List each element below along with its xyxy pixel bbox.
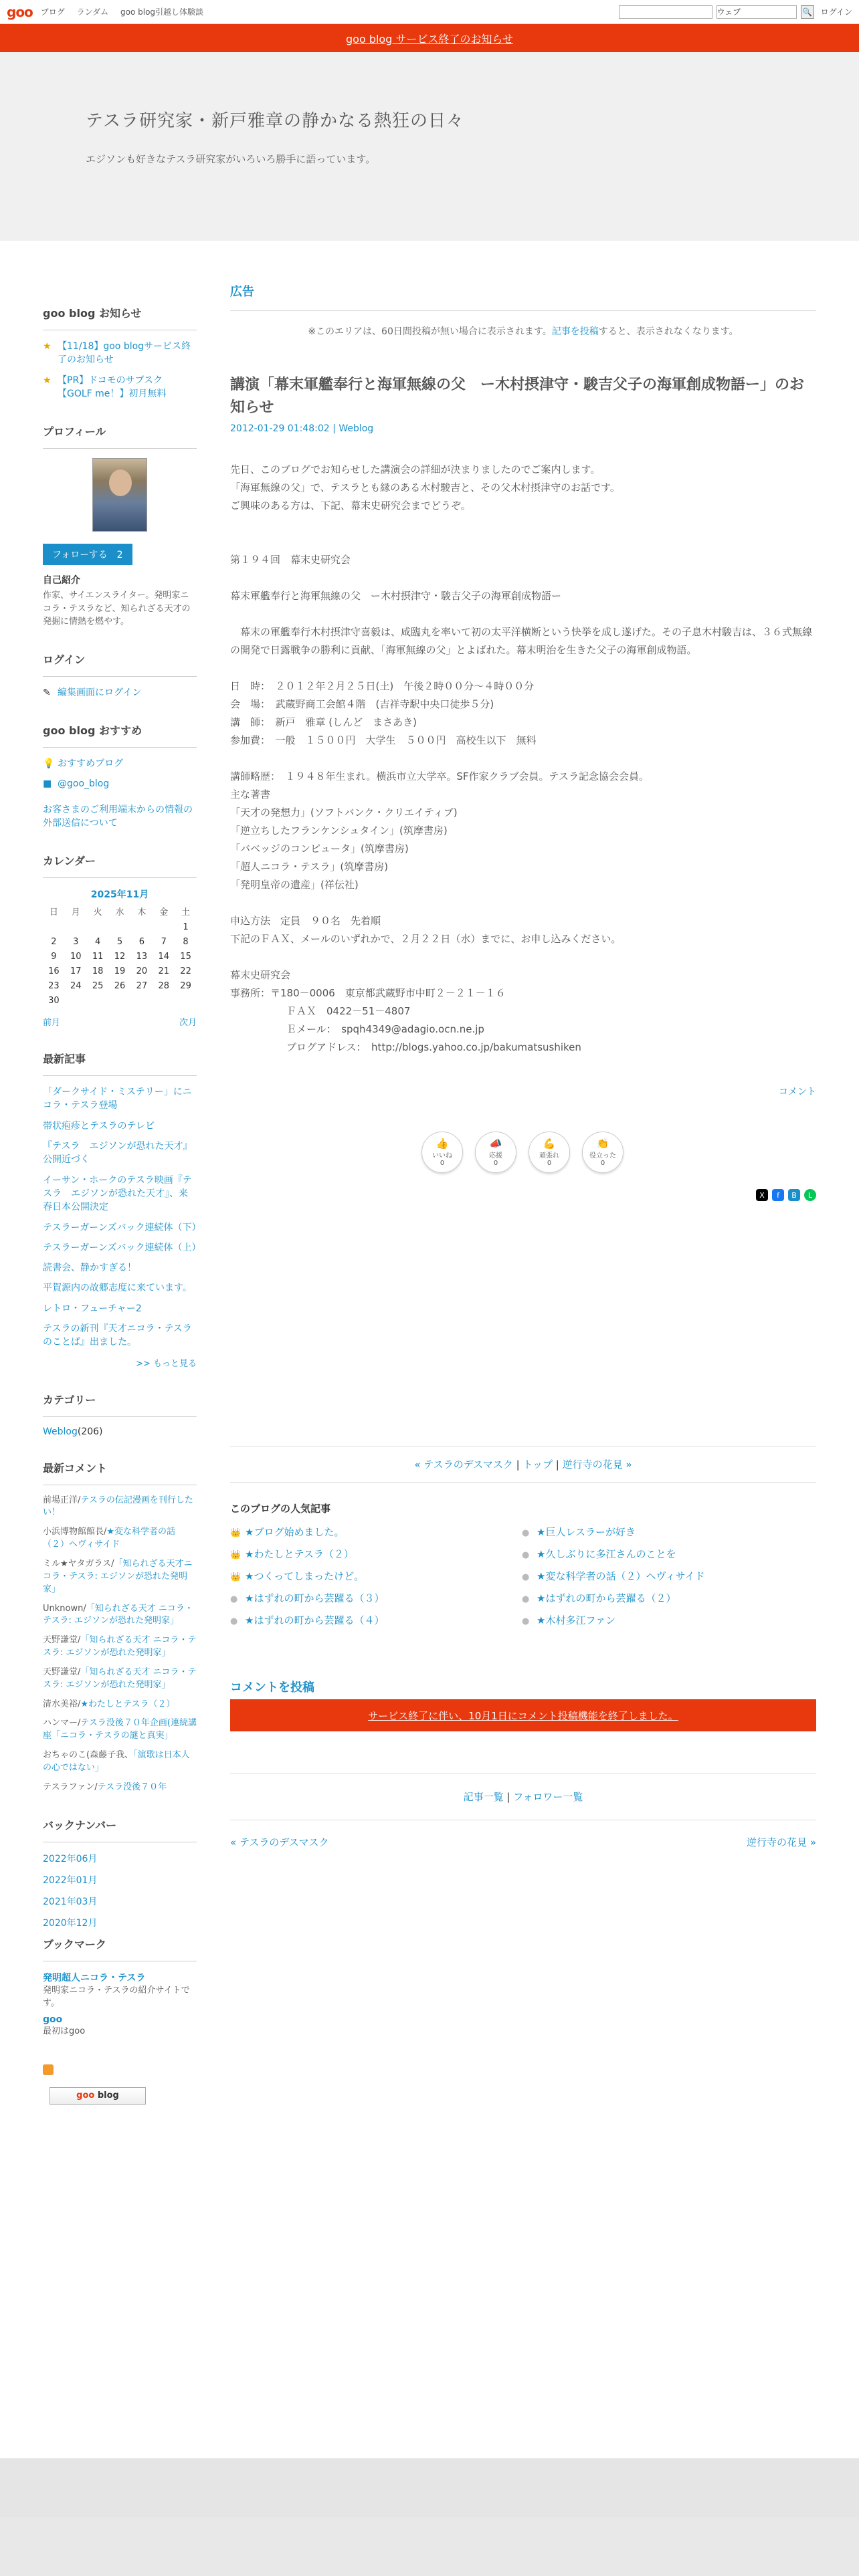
post-paragraph: 「天才の発想力」(ソフトバンク・クリエイティブ) [230,807,458,819]
follow-button[interactable]: フォローする 2 [43,544,132,565]
sidebar [43,305,201,2127]
ad-note: ※このエリアは、60日間投稿が無い場合に表示されます。記事を投稿すると、表示されなくなります。 [308,326,739,337]
comment-author: 天野謙堂/ [43,1635,81,1646]
calendar-weekday: 月 [71,907,80,918]
bookmark-heading: ブックマーク [43,1936,197,1961]
post-paragraph: 幕末軍艦奉行と海軍無線の父 ー木村摂津守・駿吉父子の海軍創成物語ー [230,590,562,603]
calendar-weekday: 水 [115,907,124,918]
news-item[interactable]: 【11/18】goo blogサービス終了のお知らせ [58,341,191,366]
post-paragraph: ご興味のある方は、下記、幕末史研究会までどうぞ。 [230,500,471,512]
calendar-day [153,996,175,1006]
comment-list [43,1495,197,1794]
profile-section [43,423,197,629]
post-paragraph: 主な著書 [230,788,271,801]
post-paragraph: 幕末の軍艦奉行木村摂津守喜毅は、咸臨丸を率いて初の太平洋横断という快挙を成し遂げた。その子息木村駿吉は、３６式無線の開発で日露戦争の勝利に貢献、「海軍無線の父」とよばれた。幕末明治を生きた父子の海軍創成物語。 [230,626,813,657]
recommend-blog-link[interactable]: おすすめブログ [58,758,124,769]
post-paragraph: 「逆立ちしたフランケンシュタイン」(筑摩書房) [230,825,448,837]
bookmark-desc: 最初はgoo [43,2026,86,2036]
comments-section [43,1460,197,1794]
post-paragraph [230,515,816,533]
calendar-day: 29 [180,981,191,992]
edit-login-link[interactable]: 編集画面にログイン [58,687,142,698]
footer [0,2458,859,2517]
goo-logo[interactable]: goo [7,3,33,20]
rank-dot-icon: ● [230,1594,238,1605]
calendar-day [87,996,109,1006]
lightbulb-icon: 💡 [43,758,55,769]
post-paragraph: 申込方法 定員 ９０名 先着順 [230,915,381,928]
popular-article[interactable]: ● ★はずれの町から芸躍る（４） [230,1614,385,1627]
recent-section [43,1051,201,1369]
x-share-icon[interactable]: X [756,1189,768,1201]
comment-item [43,1667,197,1692]
comment-article-link[interactable]: 「知られざる天才ニコラ・テスラ: エジソンが恐れた発明家」 [43,1559,193,1594]
comment-post-heading: コメントを投稿 [230,1681,314,1695]
popular-article[interactable]: 👑 ★つくってしまったけど。 [230,1570,365,1583]
comment-author: 前場正洋/ [43,1495,81,1505]
category-heading: カテゴリー [43,1392,197,1417]
post-paragraph [230,605,816,623]
popular-article[interactable]: ● ★変な科学者の話（２）ヘヴィサイド [522,1570,705,1583]
fist-icon: 💪 [543,1138,556,1150]
category-section [43,1392,197,1437]
top-link[interactable]: トップ [522,1459,553,1471]
calendar-day: 22 [180,966,191,977]
calendar-grid [43,905,197,1006]
external-info-link[interactable]: お客さまのご利用端末からの情報の外部送信について [43,804,193,829]
star-icon: ★ [43,374,52,386]
comment-item [43,1782,197,1794]
calendar-day: 23 [48,981,60,992]
calendar-day: 26 [114,981,126,992]
profile-label: 自己紹介 [43,575,80,586]
post-paragraph: 「発明皇帝の遺産」(祥伝社) [230,879,359,891]
calendar-day: 5 [116,937,123,948]
calendar-day: 30 [48,996,60,1006]
search-icon[interactable]: 🔍 [801,5,814,19]
prev-post-link[interactable]: « テスラのデスマスク [414,1459,513,1471]
backnumber-section [43,1817,197,1929]
rank-dot-icon: ● [230,1616,238,1627]
backnumber-heading: バックナンバー [43,1817,197,1842]
comment-article-link[interactable]: ★わたしとテスラ（２） [80,1699,175,1709]
comment-author: 清水美裕/ [43,1699,81,1709]
recent-article-link[interactable]: テスラの新刊『天才ニコラ・テスラのことば』出ました。 [43,1323,192,1348]
post-date[interactable]: 2012-01-29 01:48:02 [230,423,330,435]
comment-author: テスラファン/ [43,1782,98,1792]
post-paragraph: 幕末史研究会 [230,969,291,982]
comment-closed-link[interactable]: サービス終了に伴い、10月1日にコメント投稿機能を終了しました。 [368,1709,678,1722]
news-item[interactable]: 【PR】ドコモのサブスク【GOLF me！】初月無料 [58,374,167,399]
calendar-day: 14 [158,952,169,962]
popular-article[interactable]: ● ★はずれの町から芸躍る（２） [522,1592,676,1605]
backnumber-link[interactable]: 2022年01月 [43,1874,98,1886]
calendar-day [153,922,175,932]
top-nav-blog[interactable]: ブログ [40,7,65,17]
rank-dot-icon: ● [522,1594,530,1605]
recent-article-link[interactable]: テスラーガーンズバック連続体（上） [43,1242,201,1253]
calendar-heading: カレンダー [43,853,197,878]
comment-link[interactable]: コメント [779,1087,816,1098]
backnumber-link[interactable]: 2022年06月 [43,1853,98,1864]
blog-description: エジソンも好きなテスラ研究家がいろいろ勝手に語っています。 [86,153,376,165]
calendar-day: 9 [51,952,57,962]
calendar-day: 16 [48,966,60,977]
post-paragraph [230,894,816,912]
post-paragraph: 会 場： 武蔵野商工会館４階 (吉祥寺駅中央口徒歩５分) [230,698,494,711]
post-body [230,461,816,1057]
pencil-icon: ✎ [43,687,51,698]
prev-post-link[interactable]: « テスラのデスマスク [230,1836,329,1849]
comment-article-link[interactable]: 「知られざる天才 ニコラ・テスラ: エジソンが恐れた発明家」 [43,1667,197,1690]
reaction-buttons [421,1132,816,1173]
calendar-day [109,996,131,1006]
popular-article[interactable]: 👑 ★ブログ始めました。 [230,1526,345,1539]
recent-article-link[interactable]: 『テスラ エジソンが恐れた天才』公開近づく [43,1141,193,1166]
rank-dot-icon: ● [522,1550,530,1561]
top-nav-random[interactable]: ランダム [76,7,109,17]
calendar-day: 27 [136,981,148,992]
article-list-link[interactable]: 記事一覧 [463,1791,504,1804]
calendar-day: 15 [180,952,191,962]
post-paragraph: 「超人ニコラ・テスラ」(筑摩書房) [230,861,389,873]
share-buttons [230,1189,816,1201]
popular-list [230,1525,816,1627]
comment-article-link[interactable]: テスラ没後７０年企画(連続講座「ニコラ・テスラの謎と真実」 [43,1718,197,1741]
bookmark-desc: 発明家ニコラ・テスラの紹介サイトです。 [43,1985,190,2009]
popular-article[interactable]: ● ★久しぶりに多江さんのことを [522,1548,676,1561]
calendar-day: 8 [183,937,189,948]
post-article-link[interactable]: 記事を投稿 [551,326,599,337]
post-contact-line: Ｅメール： spqh4349@adagio.ocn.ne.jp [286,1023,484,1036]
calendar-prev-link[interactable]: 前月 [43,1018,61,1029]
post-paragraph: 下記のＦＡＸ、メールのいずれかで、２月２２日（水）までに、お申し込みください。 [230,933,622,946]
post-paragraph: 「バベッジのコンピュータ」(筑摩書房) [230,843,409,855]
calendar-section [43,853,197,1028]
calendar-day: 7 [161,937,167,948]
calendar-day [65,922,87,932]
comment-author: おちゃのこ(森藤子我、 [43,1750,134,1761]
cheer-button[interactable]: 💪 頑張れ 0 [529,1132,570,1173]
calendar [43,887,197,1028]
comment-item [43,1603,197,1628]
post-paragraph [230,750,816,768]
news-heading: goo blog お知らせ [43,305,197,330]
calendar-day: 19 [114,966,126,977]
thumbs-up-icon: 👍 [436,1138,449,1150]
post-title[interactable]: 講演「幕末軍艦奉行と海軍無線の父 ー木村摂津守・駿吉父子の海軍創成物語ー」のお知らせ [230,377,805,417]
list-navigation: 記事一覧 | フォロワー一覧 [230,1773,816,1820]
comment-article-link[interactable]: 「知られざる天才 ニコラ・テスラ: エジソンが恐れた発明家」 [43,1635,197,1658]
blog-title[interactable]: テスラ研究家・新戸雅章の静かなる熱狂の日々 [86,111,464,131]
profile-heading: プロフィール [43,423,197,449]
post-contact-line: ＦＡＸ 0422－51－4807 [286,1005,411,1018]
search-input[interactable] [619,5,712,19]
calendar-day: 2 [51,937,57,948]
popular-article[interactable]: ● ★巨人レスラーが好き [522,1526,636,1539]
rank-dot-icon: 👑 [230,1572,242,1583]
calendar-day: 21 [158,966,169,977]
comment-article-link[interactable]: 「知られざる天才 ニコラ・テスラ: エジソンが恐れた発明家」 [43,1603,193,1626]
calendar-weekday: 日 [49,907,58,918]
recommend-heading: goo blog おすすめ [43,722,197,748]
comment-author: 小浜博物館館長/ [43,1527,107,1537]
calendar-day: 18 [92,966,104,977]
line-share-icon[interactable]: L [804,1189,816,1201]
login-link[interactable]: ログイン [820,7,852,17]
follower-list-link[interactable]: フォロワー一覧 [513,1791,583,1804]
comment-article-link[interactable]: テスラの伝記漫画を刊行したい！ [43,1495,193,1518]
recent-article-link[interactable]: レトロ・フューチャー2 [43,1303,142,1314]
content-area [0,241,859,2517]
recent-heading: 最新記事 [43,1051,197,1076]
news-section [43,305,197,401]
calendar-title: 2025年11月 [90,889,149,901]
calendar-day: 20 [136,966,148,977]
login-heading: ログイン [43,651,197,677]
comment-author: ハンマー/ [43,1718,81,1729]
bookmark-section [43,1936,197,2105]
post-paragraph [230,948,816,966]
comment-item [43,1558,197,1596]
comment-item [43,1699,197,1711]
profile-photo[interactable] [92,458,147,532]
comment-item [43,1634,197,1660]
calendar-day: 13 [136,952,148,962]
main-content [230,282,816,1849]
search-scope-select[interactable]: ウェブ [717,5,797,19]
next-post-link[interactable]: 逆行寺の花見 » [562,1459,632,1471]
calendar-day: 17 [70,966,82,977]
post-paragraph: 日 時： ２０１２年２月２５日(土) 午後２時００分～４時００分 [230,680,535,693]
comment-article-link[interactable]: ★変な科学者の話（２）ヘヴィサイド [43,1527,176,1550]
comment-author: 天野謙堂/ [43,1667,81,1677]
comment-author: ミル★ヤタガラス/ [43,1559,114,1569]
calendar-weekday: 木 [137,907,147,918]
top-bar [0,0,859,24]
popular-article[interactable]: 👑 ★わたしとテスラ（２） [230,1548,354,1561]
popular-article[interactable]: ● ★木村多江ファン [522,1614,616,1627]
calendar-day [43,922,65,932]
recent-article-link[interactable]: テスラーガーンズバック連続体（下） [43,1222,201,1233]
recent-list [43,1085,201,1349]
comments-heading: 最新コメント [43,1460,197,1485]
calendar-day: 4 [94,937,101,948]
recent-article-link[interactable]: 平賀源内の故郷志度に来ています。 [43,1283,192,1294]
comment-item [43,1526,197,1551]
post-paragraph: 講 師： 新戸 雅章 (しんど まさあき) [230,716,417,729]
popular-article[interactable]: ● ★はずれの町から芸躍る（３） [230,1592,385,1605]
post-paragraph: 事務所：〒180－0006 東京都武蔵野市中町２－２１－１６ [230,987,506,1000]
rank-dot-icon: ● [522,1572,530,1583]
calendar-day: 10 [70,952,82,962]
service-end-notice [0,24,859,52]
post-paragraph: 参加費： 一般 １５００円 大学生 ５００円 高校生以下 無料 [230,734,537,747]
calendar-day: 6 [138,937,145,948]
backnumber-link[interactable]: 2021年03月 [43,1896,98,1907]
top-nav-migration[interactable]: goo blog引越し体験談 [120,7,204,17]
more-link[interactable]: >> もっと見る [136,1358,197,1369]
bookmark-link[interactable]: goo [43,2014,63,2025]
goo-blog-badge[interactable]: goo blog [50,2087,146,2105]
top-nav [41,6,213,17]
post-paragraph [230,659,816,677]
rss-icon[interactable] [43,2064,54,2075]
comment-item [43,1717,197,1743]
recent-article-link[interactable]: 読書会、静かすぎる！ [43,1263,136,1274]
twitter-icon: ■ [43,778,52,790]
calendar-day: 28 [158,981,169,992]
post-contact-line: ブログアドレス： http://blogs.yahoo.co.jp/bakumatsushiken [286,1041,581,1054]
facebook-share-icon[interactable]: f [772,1189,784,1201]
profile-text: 作家、サイエンスライター。発明家ニコラ・テスラなど、知られざる天才の発掘に情熱を燃やす。 [43,591,191,627]
login-section [43,651,197,700]
crown-icon: 👑 [230,1528,242,1539]
crown-icon: 👑 [230,1550,242,1561]
like-button[interactable]: 👍 いいね 0 [421,1132,463,1173]
calendar-weekday: 土 [181,907,191,918]
calendar-day: 12 [114,952,126,962]
calendar-weekday: 火 [93,907,102,918]
next-post-link[interactable]: 逆行寺の花見 » [747,1836,816,1849]
calendar-day: 25 [92,981,104,992]
calendar-day: 24 [70,981,82,992]
calendar-day: 3 [73,937,79,948]
post-paragraph: 先日、このブログでお知らせした講演会の詳細が決まりましたのでご案内します。 [230,463,601,476]
calendar-day [109,922,131,932]
comment-closed-notice [230,1699,816,1731]
calendar-weekday: 金 [159,907,169,918]
calendar-day [175,996,197,1006]
crown-icon: ● [522,1528,530,1539]
backnumber-link[interactable]: 2020年12月 [43,1917,98,1929]
comment-author: Unknown/ [43,1603,86,1614]
post-paragraph: 第１９４回 幕末史研究会 [230,554,351,566]
rank-dot-icon: ● [522,1616,530,1627]
recent-article-link[interactable]: 「ダークサイド・ミステリー」にニコラ・テスラ登場 [43,1087,192,1111]
calendar-day [130,922,153,932]
post-paragraph [230,569,816,587]
post-paragraph [230,533,816,551]
calendar-day [130,996,153,1006]
helpful-button[interactable]: 👏 役立った 0 [582,1132,624,1173]
hatena-share-icon[interactable]: B [788,1189,800,1201]
calendar-next-link[interactable]: 次月 [179,1018,197,1029]
star-icon: ★ [43,341,52,352]
calendar-day [87,922,109,932]
calendar-day [65,996,87,1006]
calendar-day: 1 [183,922,189,933]
megaphone-icon: 📣 [489,1138,502,1150]
recent-article-link[interactable]: 帯状疱疹とテスラのテレビ [43,1120,155,1132]
popular-heading: このブログの人気記事 [230,1503,331,1515]
comment-item [43,1495,197,1520]
support-button[interactable]: 📣 応援 0 [475,1132,516,1173]
service-end-link[interactable]: goo blog サービス終了のお知らせ [346,32,513,45]
recent-article-link[interactable]: イーサン・ホークのテスラ映画『テスラ エジソンが恐れた天才』、来春日本公開決定 [43,1174,192,1213]
post-paragraph: 講師略歴： １９４８年生まれ。横浜市立大学卒。SF作家クラブ会員。テスラ記念協会会員。 [230,770,649,783]
calendar-day: 11 [92,952,104,962]
post-meta: 2012-01-29 01:48:02 | Weblog [230,423,374,435]
comment-item [43,1749,197,1775]
twitter-link[interactable]: @goo_blog [58,778,110,790]
ad-heading: 広告 [230,282,816,311]
recommend-section [43,722,197,830]
category-weblog[interactable]: Weblog [43,1426,78,1437]
prev-next-nav [230,1835,816,1849]
post-paragraph: 「海軍無線の父」で、テスラとも縁のある木村駿吉と、その父木村摂津守のお話です。 [230,481,620,494]
comment-article-link[interactable]: 「演歌は日本人の心ではない」 [43,1750,190,1773]
post-category[interactable]: Weblog [339,423,374,435]
category-count: (206) [77,1426,103,1437]
bookmark-link[interactable]: 発明超人ニコラ・テスラ [43,1972,146,1983]
blog-header [0,52,859,241]
comment-article-link[interactable]: テスラ没後７０年 [97,1782,167,1792]
post-navigation: « テスラのデスマスク | トップ | 逆行寺の花見 » [230,1446,816,1483]
clap-icon: 👏 [596,1138,609,1150]
